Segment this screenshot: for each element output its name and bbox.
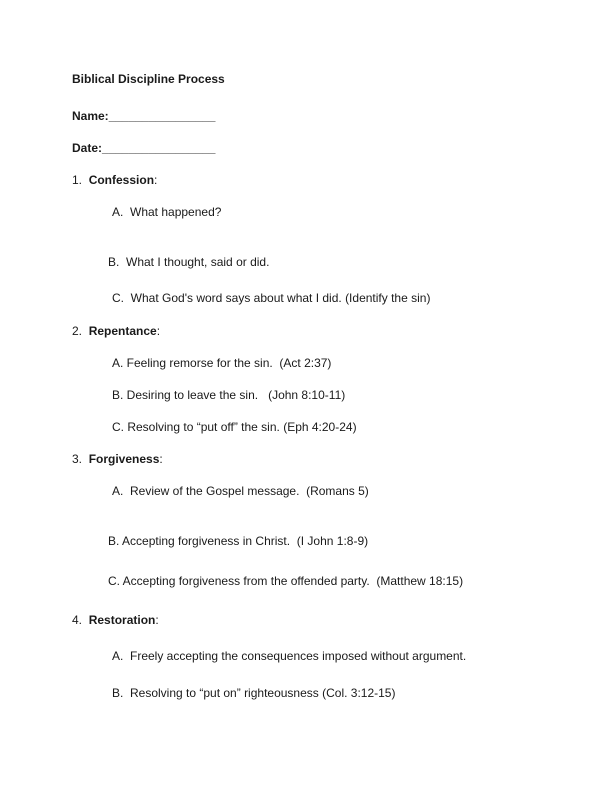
section-number: 2. (72, 324, 83, 338)
list-item: B. Desiring to leave the sin. (John 8:10-11) (112, 388, 346, 402)
section-heading-forgiveness (72, 452, 163, 466)
list-item: A. Review of the Gospel message. (Romans 5) (112, 484, 369, 498)
document-title: Biblical Discipline Process (72, 72, 225, 86)
list-item: A. Freely accepting the consequences imposed without argument. (112, 649, 467, 663)
section-colon: : (156, 324, 161, 338)
name-field (72, 109, 215, 123)
section-title: Confession (88, 173, 155, 187)
date-field (72, 141, 215, 155)
date-label: Date: (72, 141, 103, 155)
date-blank: _________________ (102, 141, 216, 155)
section-heading-confession (72, 173, 157, 187)
section-colon: : (154, 173, 158, 187)
name-blank: ________________ (108, 109, 216, 123)
list-item: B. What I thought, said or did. (108, 255, 270, 269)
section-number: 4. (72, 613, 83, 627)
list-item: A. Feeling remorse for the sin. (Act 2:37) (112, 356, 332, 370)
list-item: C. Resolving to “put off” the sin. (Eph 4:20-24) (112, 420, 357, 434)
name-label: Name: (72, 109, 109, 123)
section-heading-restoration (72, 613, 159, 627)
list-item: C. What God's word says about what I did. (Identify the sin) (112, 291, 431, 305)
list-item: A. What happened? (112, 205, 222, 219)
section-colon: : (155, 613, 159, 627)
list-item: B. Accepting forgiveness in Christ. (I John 1:8-9) (108, 534, 369, 548)
section-colon: : (159, 452, 163, 466)
list-item: C. Accepting forgiveness from the offended party. (Matthew 18:15) (108, 574, 464, 588)
list-item: B. Resolving to “put on” righteousness (Col. 3:12-15) (112, 686, 396, 700)
section-title: Repentance (88, 324, 157, 338)
section-number: 1. (72, 173, 83, 187)
section-title: Forgiveness (88, 452, 160, 466)
section-title: Restoration (88, 613, 156, 627)
section-number: 3. (72, 452, 83, 466)
section-heading-repentance (72, 324, 160, 338)
